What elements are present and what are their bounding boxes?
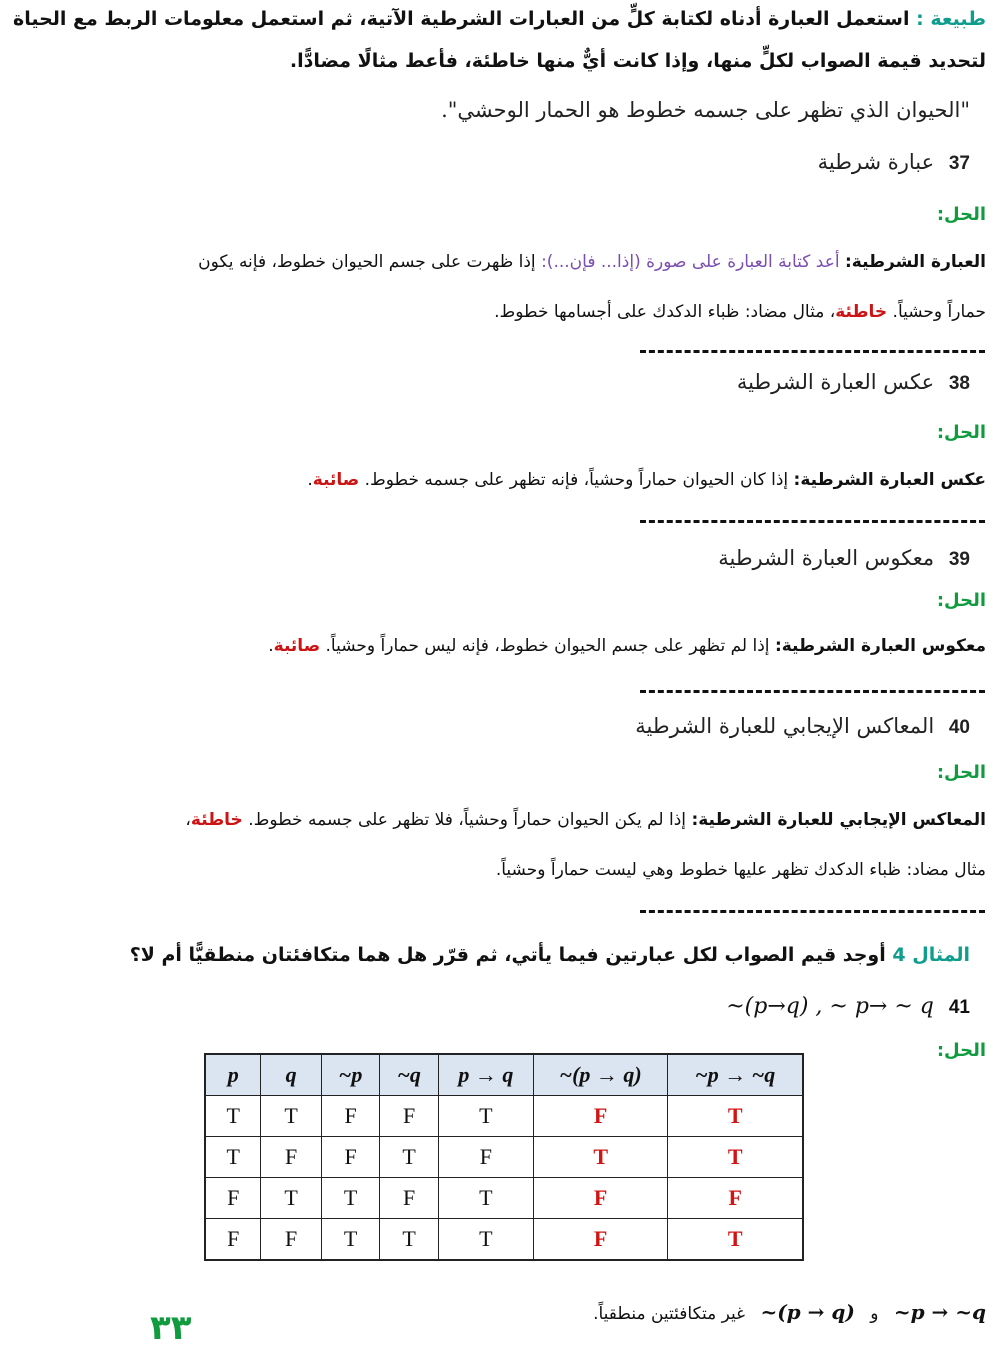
q39-verdict: صائبة bbox=[273, 636, 321, 656]
table-cell: T bbox=[321, 1219, 380, 1261]
table-cell: T bbox=[380, 1137, 439, 1178]
q38-heading bbox=[737, 370, 970, 395]
table-cell: T bbox=[261, 1178, 321, 1219]
q37-answer-line-2 bbox=[494, 302, 986, 322]
conclusion-line bbox=[593, 1300, 986, 1324]
conclusion-text: غير متكافئتين منطقياً. bbox=[593, 1304, 746, 1324]
intro-text-1: استعمل العبارة أدناه لكتابة كلٍّ من العبارات الشرطية الآتية، ثم استعمل معلومات الربط مع الحياة bbox=[12, 8, 910, 30]
table-cell-highlight: T bbox=[668, 1137, 803, 1178]
table-cell-highlight: F bbox=[668, 1178, 803, 1219]
table-row bbox=[205, 1219, 803, 1261]
table-cell: T bbox=[205, 1137, 261, 1178]
q37-answer-line-1 bbox=[198, 252, 986, 272]
header-p-implies-q: p → q bbox=[438, 1054, 533, 1096]
header-q: q bbox=[261, 1054, 321, 1096]
q39-number: 39 bbox=[948, 549, 970, 570]
q37-number: 37 bbox=[948, 153, 970, 174]
q40-title: المعاكس الإيجابي للعبارة الشرطية bbox=[635, 714, 935, 738]
q39-answer-text: إذا لم تظهر على جسم الحيوان خطوط، فإنه ليس حماراً وحشياً. bbox=[325, 636, 770, 656]
q37-solution-label: الحل: bbox=[936, 204, 986, 225]
q41-number: 41 bbox=[948, 997, 970, 1018]
q41-heading bbox=[726, 994, 970, 1019]
q38-answer-end: . bbox=[307, 470, 313, 490]
q40-answer-line-2: مثال مضاد: ظباء الدكدك تظهر عليها خطوط وهي ليست حماراً وحشياً. bbox=[495, 860, 986, 880]
q41-expression: ~(p→q) , ~ p→ ~ q bbox=[726, 994, 934, 1019]
q39-answer-label: معكوس العبارة الشرطية: bbox=[774, 636, 986, 656]
q37-verdict: خاطئة bbox=[835, 302, 888, 322]
table-cell: T bbox=[438, 1096, 533, 1137]
table-cell-highlight: T bbox=[668, 1219, 803, 1261]
q39-answer-line bbox=[268, 636, 986, 656]
truth-table bbox=[204, 1053, 804, 1261]
q37-title: عبارة شرطية bbox=[817, 150, 935, 174]
table-cell: T bbox=[380, 1219, 439, 1261]
q40-answer-line-1 bbox=[185, 810, 986, 830]
q38-number: 38 bbox=[948, 373, 970, 394]
q38-answer-line bbox=[307, 470, 986, 490]
q41-solution-label: الحل: bbox=[936, 1040, 986, 1061]
table-row bbox=[205, 1178, 803, 1219]
table-row bbox=[205, 1137, 803, 1178]
q40-answer-text: إذا لم يكن الحيوان حماراً وحشياً، فلا تظهر على جسمه خطوط. bbox=[248, 810, 687, 830]
q37-answer-label: العبارة الشرطية: bbox=[844, 252, 986, 272]
separator-1 bbox=[640, 350, 985, 353]
table-cell-highlight: F bbox=[533, 1219, 668, 1261]
table-cell: T bbox=[438, 1219, 533, 1261]
q37-answer-text-2a: حماراً وحشياً. bbox=[892, 302, 986, 322]
example-label: المثال 4 bbox=[892, 944, 970, 966]
q38-solution-label: الحل: bbox=[936, 422, 986, 443]
header-not-p-implies-not-q: ~p → ~q bbox=[668, 1054, 803, 1096]
table-cell: F bbox=[380, 1096, 439, 1137]
table-cell: T bbox=[438, 1178, 533, 1219]
q37-hint: أعد كتابة العبارة على صورة (إذا... فإن...): bbox=[541, 252, 840, 272]
q39-heading bbox=[718, 546, 970, 571]
intro-quote: "الحيوان الذي تظهر على جسمه خطوط هو الحمار الوحشي". bbox=[441, 98, 970, 122]
example-text: أوجد قيم الصواب لكل عبارتين فيما يأتي، ثم قرّر هل هما متكافئتان منطقيًّا أم لا؟ bbox=[129, 944, 886, 966]
q40-answer-end: ، bbox=[185, 810, 191, 830]
intro-line-1 bbox=[13, 8, 986, 30]
q38-verdict: صائبة bbox=[312, 470, 360, 490]
table-cell: F bbox=[261, 1137, 321, 1178]
table-cell-highlight: F bbox=[533, 1096, 668, 1137]
header-not-p-implies-q: ~(p → q) bbox=[533, 1054, 668, 1096]
q37-heading bbox=[818, 150, 970, 175]
table-cell: F bbox=[205, 1178, 261, 1219]
q39-title: معكوس العبارة الشرطية bbox=[718, 546, 935, 570]
q39-answer-end: . bbox=[268, 636, 274, 656]
table-cell: F bbox=[321, 1137, 380, 1178]
table-row bbox=[205, 1096, 803, 1137]
table-cell: F bbox=[321, 1096, 380, 1137]
separator-4 bbox=[640, 910, 985, 913]
q38-title: عكس العبارة الشرطية bbox=[736, 370, 935, 394]
truth-table-header-row bbox=[205, 1054, 803, 1096]
page-number: ٣٣ bbox=[150, 1308, 192, 1348]
table-cell-highlight: T bbox=[533, 1137, 668, 1178]
q40-number: 40 bbox=[948, 717, 970, 738]
intro-line-2: لتحديد قيمة الصواب لكلٍّ منها، وإذا كانت أيٌّ منها خاطئة، فأعط مثالًا مضادًّا. bbox=[289, 50, 986, 72]
table-cell: T bbox=[321, 1178, 380, 1219]
table-cell: F bbox=[261, 1219, 321, 1261]
separator-3 bbox=[640, 690, 985, 693]
table-cell: F bbox=[380, 1178, 439, 1219]
header-not-q: ~q bbox=[380, 1054, 439, 1096]
example-heading bbox=[130, 944, 970, 966]
q40-answer-label: المعاكس الإيجابي للعبارة الشرطية: bbox=[691, 810, 986, 830]
q40-solution-label: الحل: bbox=[936, 762, 986, 783]
table-cell: F bbox=[205, 1219, 261, 1261]
q37-answer-text-1: إذا ظهرت على جسم الحيوان خطوط، فإنه يكون bbox=[198, 252, 536, 272]
q38-answer-label: عكس العبارة الشرطية: bbox=[793, 470, 986, 490]
table-cell: F bbox=[438, 1137, 533, 1178]
q37-answer-text-2b: ، مثال مضاد: ظباء الدكدك على أجسامها خطوط. bbox=[494, 302, 836, 322]
conclusion-and: و bbox=[870, 1304, 879, 1324]
q40-heading bbox=[635, 714, 970, 739]
conclusion-expr-2: ~(p → q) bbox=[760, 1300, 855, 1324]
table-cell: T bbox=[205, 1096, 261, 1137]
intro-label: طبيعة : bbox=[916, 8, 986, 30]
q40-verdict: خاطئة bbox=[190, 810, 243, 830]
table-cell-highlight: T bbox=[668, 1096, 803, 1137]
header-p: p bbox=[205, 1054, 261, 1096]
conclusion-expr-1: ~p → ~q bbox=[893, 1300, 986, 1324]
table-cell-highlight: F bbox=[533, 1178, 668, 1219]
header-not-p: ~p bbox=[321, 1054, 380, 1096]
table-cell: T bbox=[261, 1096, 321, 1137]
q38-answer-text: إذا كان الحيوان حماراً وحشياً، فإنه تظهر على جسمه خطوط. bbox=[364, 470, 789, 490]
q39-solution-label: الحل: bbox=[936, 590, 986, 611]
separator-2 bbox=[640, 520, 985, 523]
